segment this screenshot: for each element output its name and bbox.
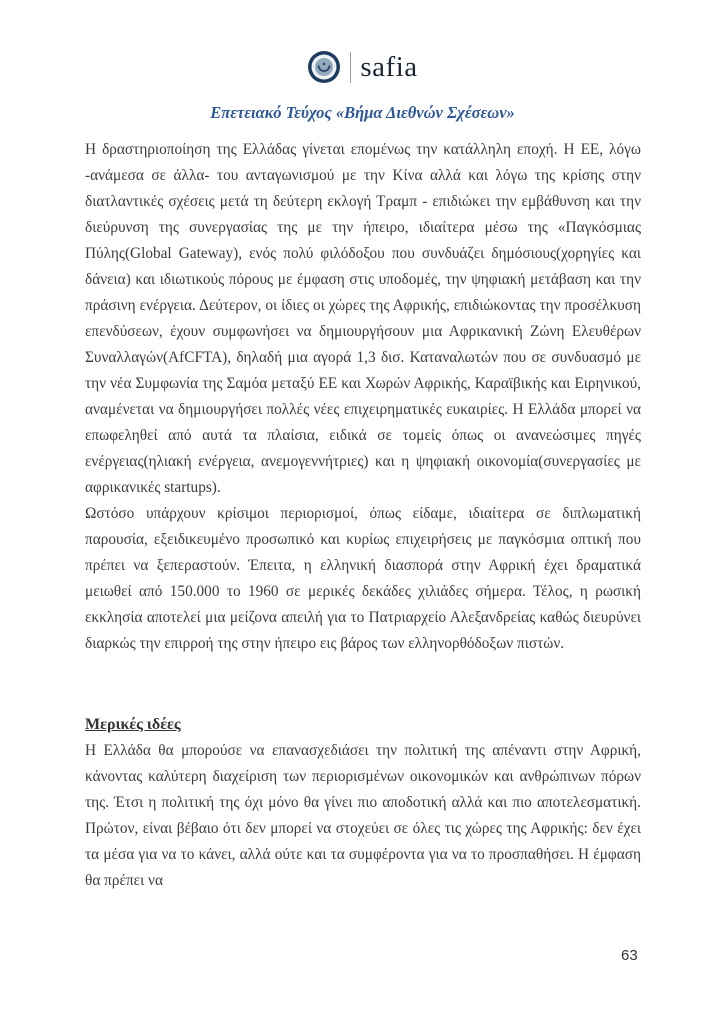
paragraph-limitations: Ωστόσο υπάρχουν κρίσιμοι περιορισμοί, όπως είδαμε, ιδιαίτερα σε διπλωματική παρουσία, εξειδικευμένο προσωπικό και κυρίως επιχειρήσεις με παγκόσμια οπτική που πρέπει να ξεπεραστούν. Έπειτα, η ελληνική διασπορά στην Αφρική έχει δραματικά μειωθεί από 150.000 το 1960 σε μερικές δεκάδες χιλιάδες σήμερα. Τέλος, η ρωσική εκκλησία αποτελεί μια μείζονα απειλή για το Πατριαρχείο Αλεξανδρείας καθώς διευρύνει διαρκώς την επιρροή της στην ήπειρο εις βάρος των ελληνορθόδοξων πιστών.: [85, 505, 641, 652]
section-heading-some-ideas: Μερικές ιδέες: [85, 716, 181, 733]
paragraph-eu-africa-opportunities: Η δραστηριοποίηση της Ελλάδας γίνεται επομένως την κατάλληλη εποχή. Η ΕΕ, λόγω -ανάμεσα σε άλλα- του ανταγωνισμού με την Κίνα αλλά και λόγω της κρίσης στην διατλαντικές σχέσεις μετά τη δεύτερη εκλογή Τραμπ - επιδιώκει την εμβάθυνση και την διεύρυνση της συνεργασίας της με την ήπειρο, ιδιαίτερα μέσω της «Παγκόσμιας Πύλης(Global Gateway), ενός πολύ φιλόδοξου που συνδυάζει δημόσιους(χορηγίες και δάνεια) και ιδιωτικούς πόρους με έμφαση στις υποδομές, την ψηφιακή μετάβαση και την πράσινη ενέργεια. Δεύτερον, οι ίδιες οι χώρες της Αφρικής, επιδιώκοντας την προσέλκυση επενδύσεων, έχουν συμφωνήσει να δημιουργήσουν μια Αφρικανική Ζώνη Ελευθέρων Συναλλαγών(AfCFTA), δηλαδή μια αγορά 1,3 δισ. Καταναλωτών που σε συνδυασμό με την νέα Συμφωνία της Σαμόα μεταξύ ΕΕ και Χωρών Αφρικής, Καραϊβικής και Ειρηνικού, αναμένεται να δημιουργήσει πολλές νέες επιχειρηματικές ευκαιρίες. Η Ελλάδα μπορεί να επωφεληθεί από αυτά τα πλαίσια, ειδικά σε τομείς όπως οι ανανεώσιμες πηγές ενέργειας(ηλιακή ενέργεια, ανεμογεννήτριες) και η ψηφιακή οικονομία(συνεργασίες με αφρικανικές startups).: [85, 141, 641, 496]
safia-emblem-icon: [307, 50, 341, 84]
safia-logo: [0, 50, 725, 84]
logo-divider: [350, 52, 351, 83]
logo-text: safia: [360, 50, 418, 83]
document-title: Επετειακό Τεύχος «Βήμα Διεθνών Σχέσεων»: [210, 103, 515, 122]
page-number: 63: [621, 947, 638, 964]
document-body: [85, 137, 641, 894]
paragraph-policy-redesign: Η Ελλάδα θα μπορούσε να επανασχεδιάσει την πολιτική της απέναντι στην Αφρική, κάνοντας καλύτερη διαχείριση των περιορισμένων οικονομικών και ανθρώπινων πόρων της. Έτσι η πολιτική της όχι μόνο θα γίνει πιο αποδοτική αλλά και πιο αποτελεσματική. Πρώτον, είναι βέβαιο ότι δεν μπορεί να στοχεύει σε όλες τις χώρες της Αφρικής: δεν έχει τα μέσα για να το κάνει, αλλά ούτε και τα συμφέροντα για να το προσπαθήσει. Η έμφαση θα πρέπει να: [85, 742, 641, 889]
